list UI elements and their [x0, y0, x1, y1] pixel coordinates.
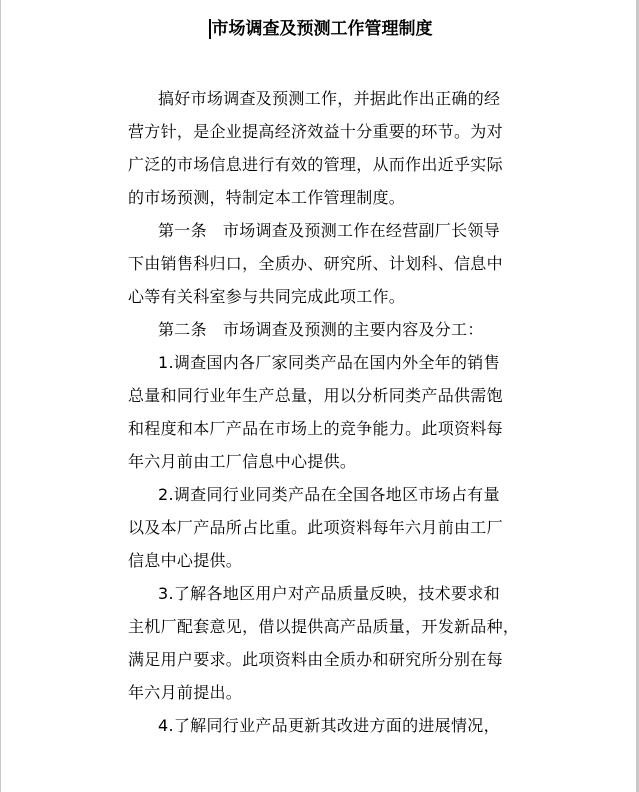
text-cursor — [209, 19, 211, 39]
text-line: 满足用户要求。此项资料由全质办和研究所分别在每 — [128, 650, 503, 669]
paragraph-article-2 — [128, 313, 508, 346]
paragraph-intro — [128, 82, 508, 214]
text-line: 的市场预测，特制定本工作管理制度。 — [128, 188, 406, 207]
text-line: 总量和同行业年生产总量，用以分析同类产品供需饱 — [128, 386, 503, 405]
text-line — [128, 313, 508, 346]
text-line: 心等有关科室参与共同完成此项工作。 — [128, 287, 406, 306]
text-line: 4.了解同行业产品更新其改进方面的进展情况， — [158, 716, 500, 735]
text-line — [128, 214, 508, 247]
paragraph-item-1 — [128, 346, 508, 478]
document-body[interactable] — [128, 82, 520, 742]
text-line: 2.调查同行业同类产品在全国各地区市场占有量 — [158, 485, 500, 504]
text-line: 主机厂配套意见，借以提供高产品质量，开发新品种， — [128, 617, 520, 636]
paragraph-article-1 — [128, 214, 508, 313]
text-line: 信息中心提供。 — [128, 551, 243, 570]
text-line: 广泛的市场信息进行有效的管理，从而作出近乎实际 — [128, 155, 503, 174]
article-text: 市场调查及预测的主要内容及分工： — [222, 320, 484, 339]
text-line: 以及本厂产品所占比重。此项资料每年六月前由工厂 — [128, 518, 503, 537]
paragraph-item-2 — [128, 478, 508, 577]
text-line: 下由销售科归口，全质办、研究所、计划科、信息中 — [128, 254, 503, 273]
document-title[interactable] — [209, 16, 433, 42]
paragraph-item-4 — [128, 709, 508, 742]
article-text: 市场调查及预测工作在经营副厂长领导 — [222, 221, 501, 240]
paragraph-item-3 — [128, 577, 520, 709]
text-line: 1.调查国内各厂家同类产品在国内外全年的销售 — [158, 353, 500, 372]
text-line: 年六月前由工厂信息中心提供。 — [128, 452, 357, 471]
text-line: 搞好市场调查及预测工作，并据此作出正确的经 — [158, 89, 501, 108]
document-title-text: 市场调查及预测工作管理制度 — [211, 19, 433, 39]
text-line: 营方针，是企业提高经济效益十分重要的环节。为对 — [128, 122, 503, 141]
article-heading: 第一条 — [158, 221, 207, 240]
text-line: 和程度和本厂产品在市场上的竞争能力。此项资料每 — [128, 419, 503, 438]
title-row — [1, 16, 639, 42]
article-heading: 第二条 — [158, 320, 207, 339]
text-line: 3.了解各地区用户对产品质量反映，技术要求和 — [158, 584, 500, 603]
text-line: 年六月前提出。 — [128, 683, 243, 702]
